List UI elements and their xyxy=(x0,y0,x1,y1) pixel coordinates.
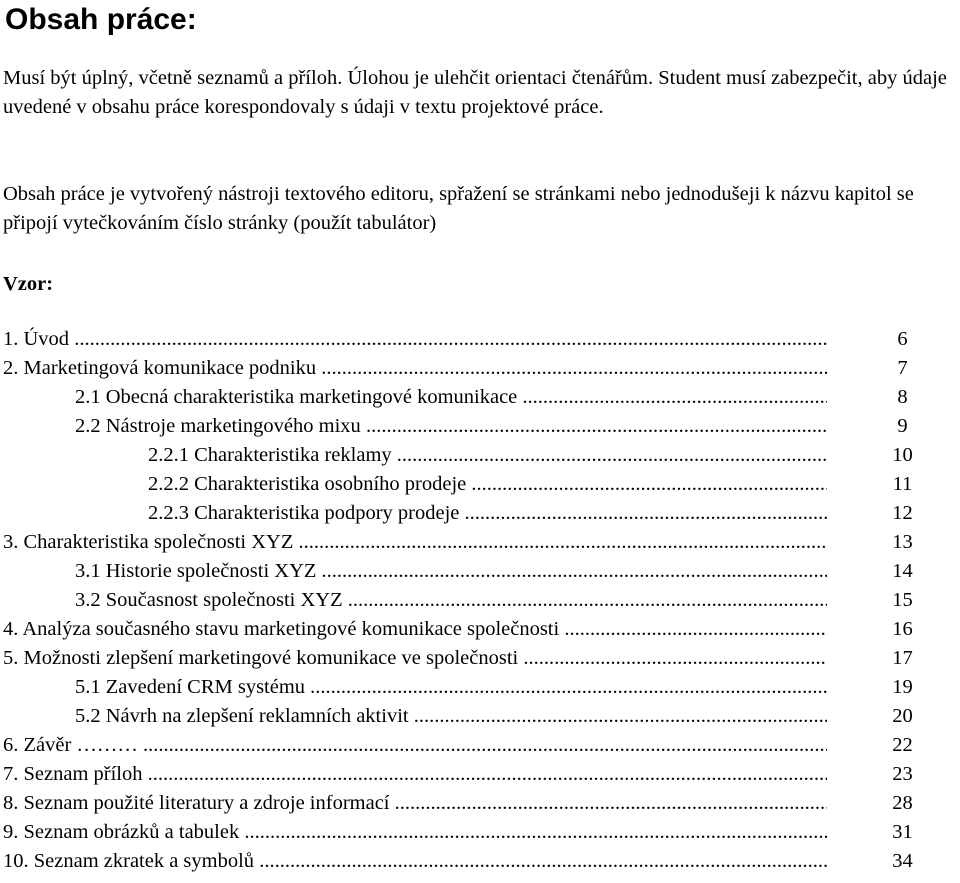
toc-entry-page: 13 xyxy=(892,531,913,553)
toc-entry-page: 15 xyxy=(892,589,913,611)
toc-entry-page: 20 xyxy=(892,705,913,727)
toc-entry xyxy=(0,586,960,615)
toc-entry-page: 19 xyxy=(892,676,913,698)
toc-entry-page: 17 xyxy=(892,647,913,669)
toc-entry xyxy=(0,383,960,412)
toc-entry xyxy=(0,673,960,702)
toc-entry xyxy=(0,789,960,818)
toc-entry-title: 2. Marketingová komunikace podniku ..... xyxy=(3,354,827,383)
toc-entry-title: 8. Seznam použité literatury a zdroje informací ..... xyxy=(3,789,827,818)
toc-entry-page: 34 xyxy=(892,850,913,872)
toc-entry xyxy=(0,847,960,876)
instructions-paragraph: Obsah práce je vytvořený nástroji textového editoru, spřažení se stránkami nebo jednodušeji k názvu kapitol se připojí vytečkováním číslo stránky (použít tabulátor) xyxy=(3,183,914,234)
toc-entry-page: 23 xyxy=(892,763,913,785)
toc-entry xyxy=(0,441,960,470)
toc-entry xyxy=(0,412,960,441)
toc-entry-page: 6 xyxy=(897,328,908,350)
toc-entry-title: 3.1 Historie společnosti XYZ ..... xyxy=(75,557,827,586)
intro-paragraph: Musí být úplný, včetně seznamů a příloh. Úlohou je ulehčit orientaci čtenářům. Student musí zabezpečit, aby údaje uvedené v obsahu práce korespondovaly s údaji v textu projektové práce. xyxy=(3,67,947,118)
page-title: Obsah práce: xyxy=(5,3,197,36)
table-of-contents xyxy=(0,325,960,876)
toc-entry-page: 14 xyxy=(892,560,913,582)
toc-entry-page: 10 xyxy=(892,444,913,466)
toc-entry-title: 6. Závěr ……… ..... xyxy=(3,731,827,760)
toc-entry-title: 7. Seznam příloh ..... xyxy=(3,760,827,789)
toc-entry xyxy=(0,731,960,760)
toc-entry xyxy=(0,644,960,673)
toc-entry xyxy=(0,528,960,557)
toc-entry-page: 11 xyxy=(892,473,913,495)
toc-entry-page: 22 xyxy=(892,734,913,756)
toc-entry-title: 5.2 Návrh na zlepšení reklamních aktivit ..... xyxy=(75,702,827,731)
toc-entry-page: 28 xyxy=(892,792,913,814)
toc-entry-title: 9. Seznam obrázků a tabulek ..... xyxy=(3,818,827,847)
toc-entry xyxy=(0,354,960,383)
toc-entry-page: 7 xyxy=(897,357,908,379)
toc-entry xyxy=(0,702,960,731)
toc-entry-page: 9 xyxy=(897,415,908,437)
toc-entry xyxy=(0,818,960,847)
toc-entry-page: 16 xyxy=(892,618,913,640)
toc-entry xyxy=(0,470,960,499)
toc-entry-title: 2.1 Obecná charakteristika marketingové komunikace ..... xyxy=(75,383,827,412)
toc-entry-title: 2.2.3 Charakteristika podpory prodeje ..... xyxy=(148,499,827,528)
toc-entry-page: 8 xyxy=(897,386,908,408)
toc-entry xyxy=(0,557,960,586)
toc-entry-title: 2.2.1 Charakteristika reklamy ..... xyxy=(148,441,827,470)
toc-entry-title: 3. Charakteristika společnosti XYZ ..... xyxy=(3,528,827,557)
toc-entry-title: 1. Úvod ..... xyxy=(3,325,827,354)
toc-entry-title: 3.2 Současnost společnosti XYZ ..... xyxy=(75,586,827,615)
toc-entry-title: 10. Seznam zkratek a symbolů ..... xyxy=(3,847,827,876)
toc-entry-page: 31 xyxy=(892,821,913,843)
toc-entry-page: 12 xyxy=(892,502,913,524)
toc-entry-title: 2.2 Nástroje marketingového mixu ..... xyxy=(75,412,827,441)
toc-entry-title: 2.2.2 Charakteristika osobního prodeje ..... xyxy=(148,470,827,499)
toc-entry xyxy=(0,760,960,789)
toc-entry xyxy=(0,325,960,354)
example-label: Vzor: xyxy=(3,273,54,295)
toc-entry-title: 5.1 Zavedení CRM systému ..... xyxy=(75,673,827,702)
toc-entry xyxy=(0,499,960,528)
toc-entry-title: 4. Analýza současného stavu marketingové komunikace společnosti ..... xyxy=(3,615,827,644)
toc-entry xyxy=(0,615,960,644)
toc-entry-title: 5. Možnosti zlepšení marketingové komunikace ve společnosti ..... xyxy=(3,644,827,673)
